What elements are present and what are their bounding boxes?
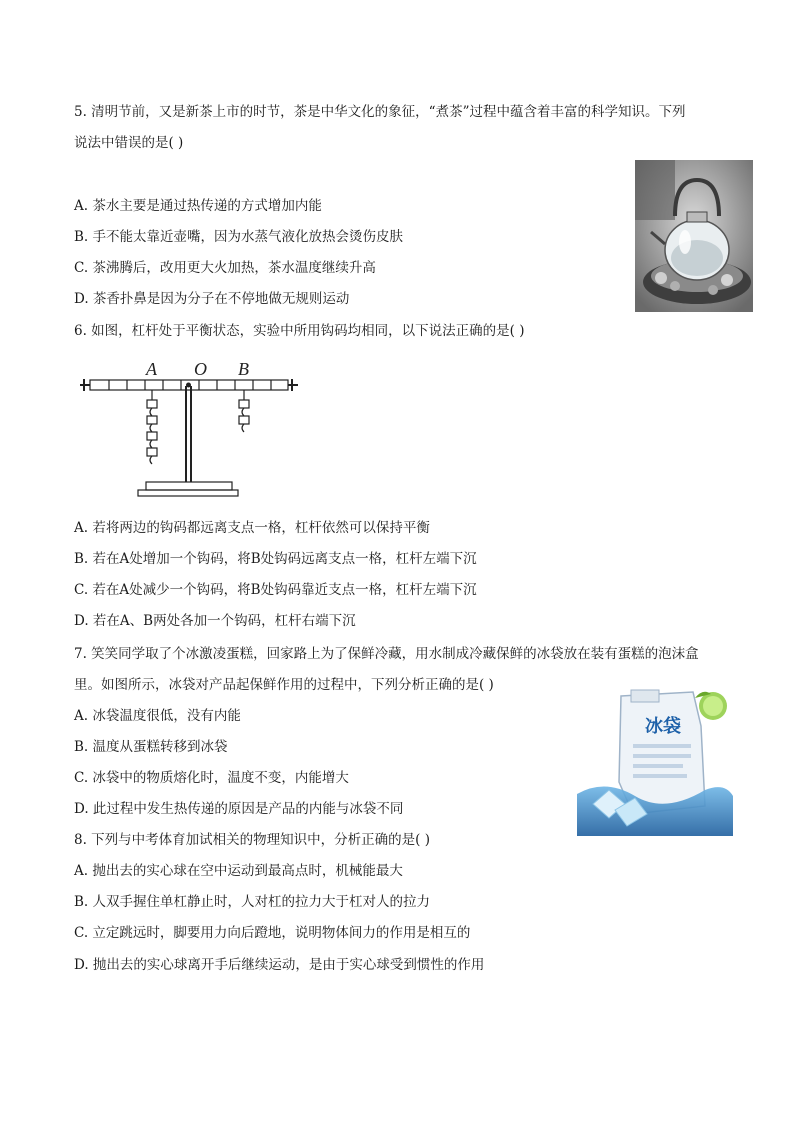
q6-option-a: A. 若将两边的钩码都远离支点一格，杠杆依然可以保持平衡 [74, 520, 430, 536]
q5-option-a: A. 茶水主要是通过热传递的方式增加内能 [74, 198, 322, 214]
q6-stem: 6. 如图，杠杆处于平衡状态，实验中所用钩码均相同，以下说法正确的是( ) [74, 323, 525, 339]
ice-bag-photo [575, 686, 735, 836]
q5-option-b: B. 手不能太靠近壶嘴，因为水蒸气液化放热会烫伤皮肤 [74, 229, 404, 245]
teapot-photo [635, 160, 753, 312]
q7-stem-line1: 7. 笑笑同学取了个冰激凌蛋糕，回家路上为了保鲜冷藏，用水制成冷藏保鲜的冰袋放在装有蛋糕的泡沫盒 [74, 646, 699, 662]
q5-option-d: D. 茶香扑鼻是因为分子在不停地做无规则运动 [74, 291, 350, 307]
q6-option-b: B. 若在A处增加一个钩码，将B处钩码远离支点一格，杠杆左端下沉 [74, 551, 477, 567]
q6-option-d: D. 若在A、B两处各加一个钩码，杠杆右端下沉 [74, 613, 356, 629]
q7-option-d: D. 此过程中发生热传递的原因是产品的内能与冰袋不同 [74, 801, 404, 817]
q6-option-c: C. 若在A处减少一个钩码，将B处钩码靠近支点一格，杠杆左端下沉 [74, 582, 477, 598]
q8-option-d: D. 抛出去的实心球离开手后继续运动，是由于实心球受到惯性的作用 [74, 957, 485, 973]
q7-stem-line2: 里。如图所示，冰袋对产品起保鲜作用的过程中，下列分析正确的是( ) [74, 677, 494, 693]
q8-option-b: B. 人双手握住单杠静止时，人对杠的拉力大于杠对人的拉力 [74, 894, 431, 910]
lever-diagram [78, 356, 300, 502]
q8-stem: 8. 下列与中考体育加试相关的物理知识中，分析正确的是( ) [74, 832, 430, 848]
q5-option-c: C. 茶沸腾后，改用更大火加热，茶水温度继续升高 [74, 260, 376, 276]
label-b: B [238, 359, 249, 379]
q8-option-a: A. 抛出去的实心球在空中运动到最高点时，机械能最大 [74, 863, 403, 879]
q8-option-c: C. 立定跳远时，脚要用力向后蹬地，说明物体间力的作用是相互的 [74, 925, 471, 941]
ice-bag-label: 冰袋 [645, 716, 681, 736]
q7-option-b: B. 温度从蛋糕转移到冰袋 [74, 739, 228, 755]
q5-stem-line2: 说法中错误的是( ) [74, 135, 184, 151]
label-o: O [194, 359, 207, 379]
q7-option-a: A. 冰袋温度很低，没有内能 [74, 708, 241, 724]
q5-stem-line1: 5. 清明节前，又是新茶上市的时节，茶是中华文化的象征，“煮茶”过程中蕴含着丰富的科学知识。下列 [74, 104, 686, 120]
label-a: A [146, 359, 157, 379]
q7-option-c: C. 冰袋中的物质熔化时，温度不变，内能增大 [74, 770, 349, 786]
